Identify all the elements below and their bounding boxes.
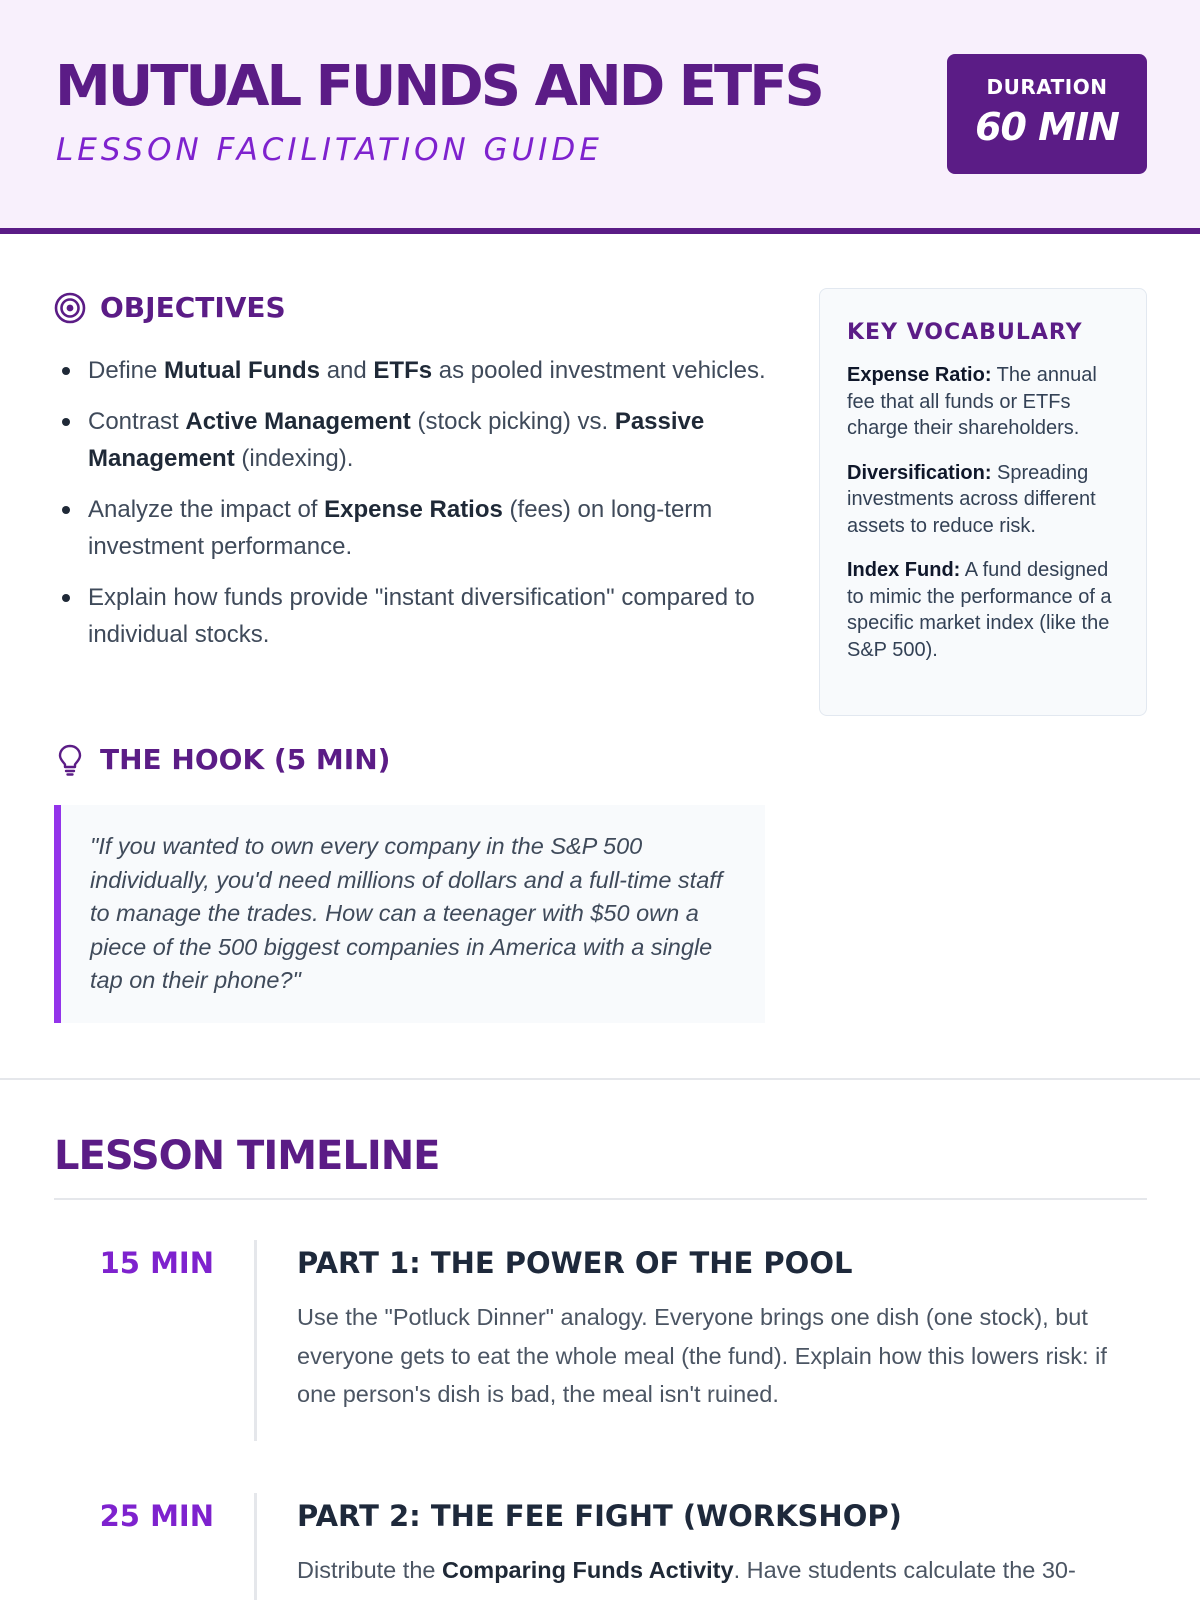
objective-item: Contrast Active Management (stock picking) vs. Passive Management (indexing). [60, 403, 770, 477]
hook-quote [54, 805, 765, 1023]
page-header [0, 0, 1200, 234]
timeline-body: Distribute the Comparing Funds Activity. Have students calculate the 30- [297, 1557, 1076, 1583]
duration-label: DURATION [986, 75, 1108, 99]
target-icon [54, 292, 86, 324]
objectives-list [60, 352, 770, 667]
timeline-time: 15 MIN [99, 1246, 214, 1280]
page-title: MUTUAL FUNDS AND ETFS [55, 54, 822, 119]
vocabulary-item: Index Fund: A fund designed to mimic the performance of a specific market index (like the S&P 500). [847, 559, 1112, 661]
timeline-heading: PART 1: THE POWER OF THE POOL [297, 1246, 853, 1280]
vocabulary-title: KEY VOCABULARY [847, 320, 1083, 345]
objectives-title: OBJECTIVES [100, 291, 286, 324]
timeline-body: Use the "Potluck Dinner" analogy. Everyone brings one dish (one stock), but everyone gets to eat the whole meal (the fund). Explain how this lowers risk: if one person's dish is bad, the meal isn't ruined. [297, 1304, 1107, 1407]
timeline-rule [54, 1198, 1147, 1200]
duration-badge [947, 54, 1147, 174]
timeline-line [254, 1493, 257, 1600]
timeline-time: 25 MIN [99, 1499, 214, 1533]
lightbulb-icon [54, 744, 86, 776]
timeline-heading: PART 2: THE FEE FIGHT (WORKSHOP) [297, 1499, 902, 1533]
vocabulary-item: Expense Ratio: The annual fee that all funds or ETFs charge their shareholders. [847, 364, 1097, 439]
objective-item: Analyze the impact of Expense Ratios (fees) on long-term investment performance. [60, 491, 770, 565]
objectives-heading [54, 291, 286, 324]
hook-title: THE HOOK (5 MIN) [100, 743, 391, 776]
hook-heading [54, 743, 390, 776]
objective-item: Explain how funds provide "instant diversification" compared to individual stocks. [60, 579, 770, 653]
section-divider [0, 1078, 1200, 1080]
duration-value: 60 MIN [975, 105, 1119, 149]
hook-quote-text: "If you wanted to own every company in the S&P 500 individually, you'd need millions of dollars and a full-time staff to manage the trades. How can a teenager with $50 own a piece of the 500 biggest companies in America with a single tap on their phone?" [90, 833, 723, 993]
vocabulary-card [819, 288, 1147, 716]
timeline-line [254, 1240, 257, 1441]
timeline-title: LESSON TIMELINE [54, 1133, 440, 1179]
objective-item: Define Mutual Funds and ETFs as pooled investment vehicles. [60, 352, 770, 389]
page-subtitle: LESSON FACILITATION GUIDE [56, 132, 603, 168]
vocabulary-item: Diversification: Spreading investments across different assets to reduce risk. [847, 461, 1096, 537]
